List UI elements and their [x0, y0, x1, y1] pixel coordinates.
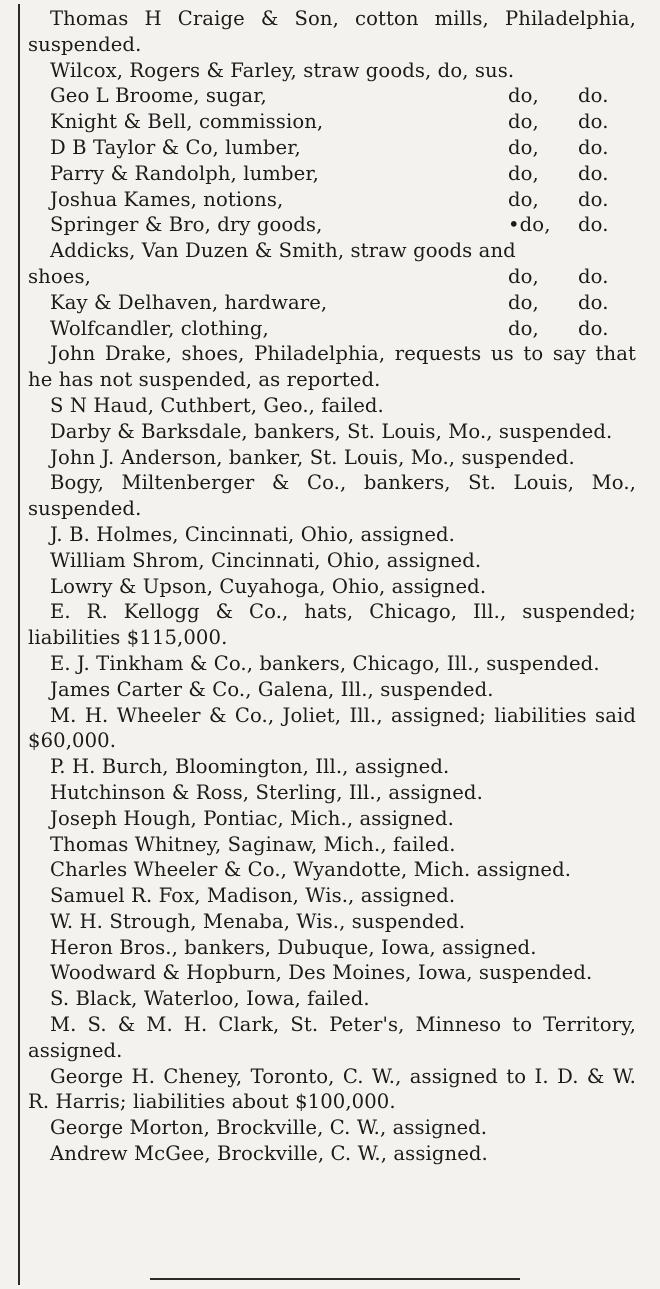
list-item: Wilcox, Rogers & Farley, straw goods, do, sus. — [50, 58, 515, 82]
list-item: P. H. Burch, Bloomington, Ill., assigned. — [50, 755, 450, 779]
entry-name: Knight & Bell, commission, — [50, 110, 324, 134]
list-item: S. Black, Waterloo, Iowa, failed. — [50, 987, 370, 1011]
ditto-mark: •do, — [508, 213, 551, 237]
ditto-mark: do, — [508, 161, 539, 185]
list-item: Charles Wheeler & Co., Wyandotte, Mich. assigned. — [50, 858, 572, 882]
ditto-mark: do. — [578, 135, 609, 159]
ditto-mark: do. — [578, 84, 609, 108]
entry-name: Wolfcandler, clothing, — [50, 316, 269, 340]
entry-name: Geo L Broome, sugar, — [50, 84, 267, 108]
list-item — [28, 316, 636, 342]
list-item: Samuel R. Fox, Madison, Wis., assigned. — [50, 884, 456, 908]
list-item: Joseph Hough, Pontiac, Mich., assigned. — [50, 806, 454, 830]
ditto-mark: do, — [508, 135, 539, 159]
list-item: Hutchinson & Ross, Sterling, Ill., assigned. — [50, 780, 483, 804]
list-item — [28, 290, 636, 316]
list-item: S N Haud, Cuthbert, Geo., failed. — [50, 393, 384, 417]
entry-name: Parry & Randolph, lumber, — [50, 161, 319, 185]
list-item — [28, 187, 636, 213]
list-item: M. S. & M. H. Clark, St. Peter's, Minneso to Territory, assigned. — [28, 1013, 636, 1062]
ditto-mark: do, — [508, 187, 539, 211]
list-item: J. B. Holmes, Cincinnati, Ohio, assigned. — [50, 522, 456, 546]
ditto-mark: do. — [578, 290, 609, 314]
column-end-rule — [150, 1278, 520, 1280]
list-item: James Carter & Co., Galena, Ill., suspended. — [50, 677, 494, 701]
list-item: Darby & Barksdale, bankers, St. Louis, Mo., suspended. — [50, 419, 613, 443]
ditto-mark: do. — [578, 264, 609, 288]
list-item — [28, 135, 636, 161]
list-item: John Drake, shoes, Philadelphia, requests us to say that he has not suspended, as reported. — [28, 342, 636, 392]
list-item: Lowry & Upson, Cuyahoga, Ohio, assigned. — [50, 574, 487, 598]
entry-name: shoes, — [28, 264, 91, 288]
list-item: William Shrom, Cincinnati, Ohio, assigned. — [50, 548, 482, 572]
list-item: George Morton, Brockville, C. W., assigned. — [50, 1116, 488, 1140]
ditto-mark: do, — [508, 290, 539, 314]
list-item: M. H. Wheeler & Co., Joliet, Ill., assigned; liabilities said $60,000. — [28, 703, 636, 753]
list-item: Addicks, Van Duzen & Smith, straw goods and — [50, 239, 516, 263]
list-item: Thomas Whitney, Saginaw, Mich., failed. — [50, 832, 456, 856]
list-item: W. H. Strough, Menaba, Wis., suspended. — [50, 909, 466, 933]
list-item: Woodward & Hopburn, Des Moines, Iowa, suspended. — [50, 961, 593, 985]
ditto-mark: do. — [578, 316, 609, 340]
list-item — [28, 83, 636, 109]
list-item: George H. Cheney, Toronto, C. W., assigned to I. D. & W. R. Harris; liabilities about $100,000. — [28, 1064, 636, 1114]
entry-name: Joshua Kames, notions, — [50, 187, 284, 211]
list-item — [28, 264, 636, 290]
list-item: Bogy, Miltenberger & Co., bankers, St. Louis, Mo., suspended. — [28, 471, 636, 521]
entry-name: Springer & Bro, dry goods, — [50, 213, 323, 237]
ditto-mark: do, — [508, 316, 539, 340]
ditto-mark: do. — [578, 187, 609, 211]
ditto-mark: do, — [508, 110, 539, 134]
ditto-mark: do. — [578, 110, 609, 134]
entry-name: Kay & Delhaven, hardware, — [50, 290, 328, 314]
list-item: John J. Anderson, banker, St. Louis, Mo., suspended. — [50, 445, 575, 469]
list-item: E. J. Tinkham & Co., bankers, Chicago, Ill., suspended. — [50, 651, 600, 675]
ditto-mark: do. — [578, 213, 609, 237]
newspaper-column — [28, 6, 636, 1167]
column-rule-left — [18, 4, 20, 1285]
ditto-mark: do, — [508, 264, 539, 288]
list-item — [28, 109, 636, 135]
list-item — [28, 161, 636, 187]
list-item: E. R. Kellogg & Co., hats, Chicago, Ill., suspended; liabilities $115,000. — [28, 600, 636, 650]
list-item: Thomas H Craige & Son, cotton mills, Philadelphia, suspended. — [28, 7, 636, 56]
list-item: Andrew McGee, Brockville, C. W., assigned. — [50, 1142, 488, 1166]
ditto-mark: do. — [578, 161, 609, 185]
list-item: Heron Bros., bankers, Dubuque, Iowa, assigned. — [50, 935, 537, 959]
entry-name: D B Taylor & Co, lumber, — [50, 135, 301, 159]
ditto-mark: do, — [508, 84, 539, 108]
list-item — [28, 212, 636, 238]
